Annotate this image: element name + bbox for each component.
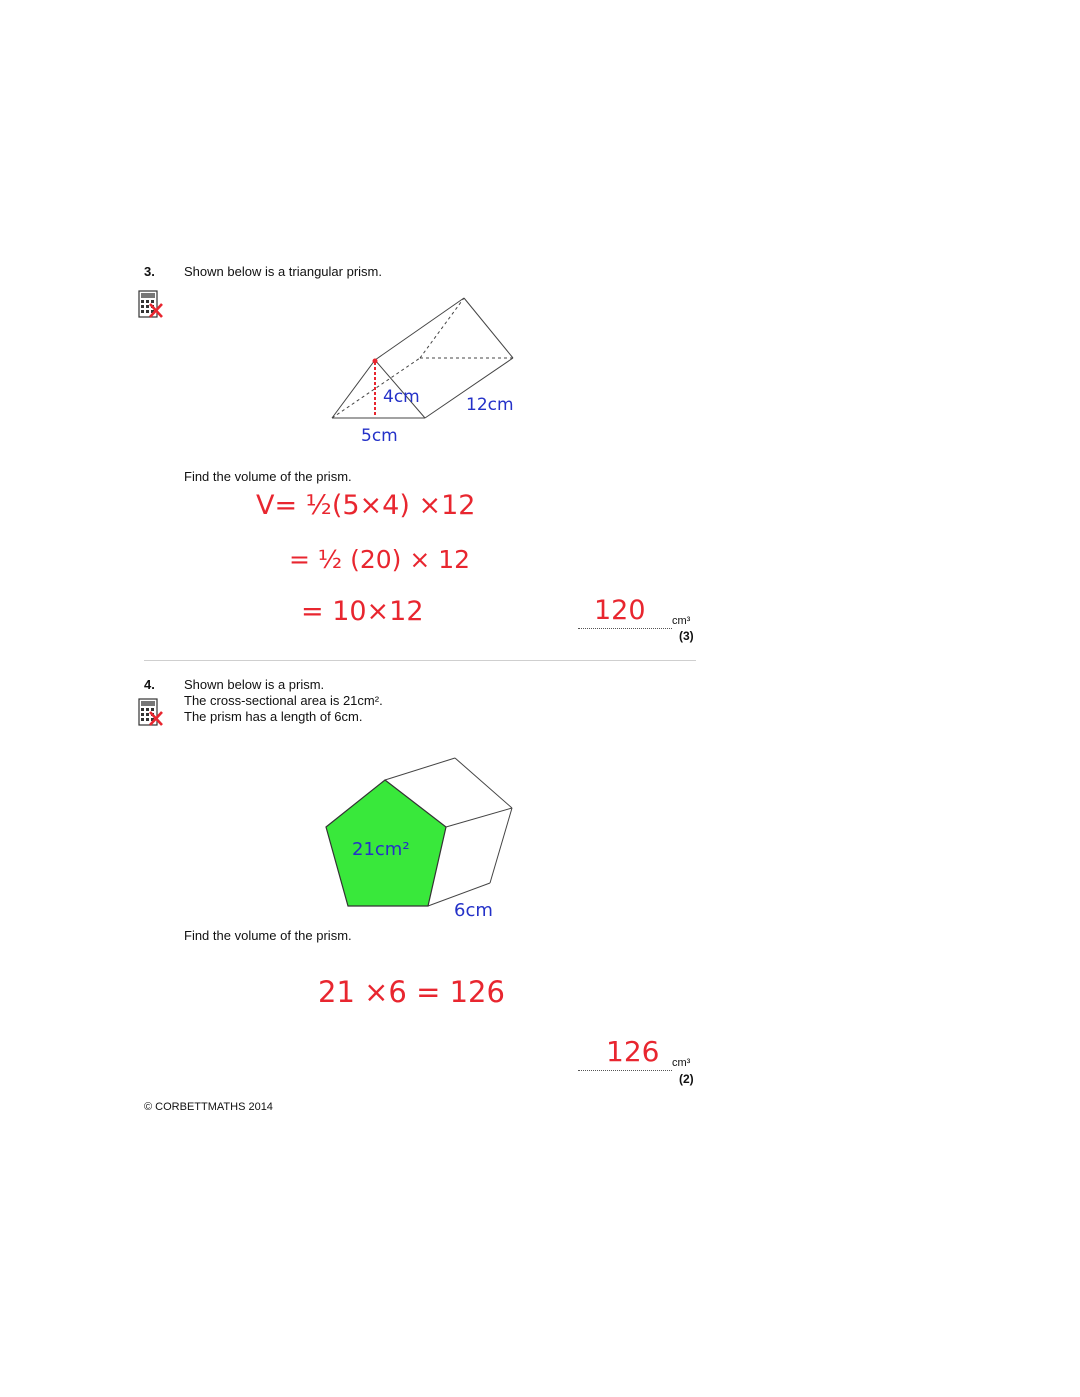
answer-line <box>578 627 672 629</box>
question-3-marks: (3) <box>679 629 694 643</box>
height-label: 4cm <box>383 387 420 407</box>
working-line-2: = ½ (20) × 12 <box>289 545 471 574</box>
working-line-1: V= ½(5×4) ×12 <box>256 490 476 521</box>
calculator-icon <box>138 698 164 728</box>
answer-line <box>578 1069 672 1071</box>
question-3-instruction: Find the volume of the prism. <box>184 469 352 484</box>
question-4-number: 4. <box>144 677 155 692</box>
working-line: 21 ×6 = 126 <box>318 975 505 1009</box>
question-3-answer: 120 <box>594 595 646 626</box>
pentagonal-prism-diagram <box>320 755 520 915</box>
question-3-prompt: Shown below is a triangular prism. <box>184 264 382 279</box>
area-label: 21cm² <box>352 839 410 860</box>
question-4-instruction: Find the volume of the prism. <box>184 928 352 943</box>
question-3-number: 3. <box>144 264 155 279</box>
question-4-prompt-line-3: The prism has a length of 6cm. <box>184 709 363 724</box>
working-line-3: = 10×12 <box>301 596 424 627</box>
question-3-unit: cm³ <box>672 615 691 627</box>
question-4-unit: cm³ <box>672 1057 691 1069</box>
question-divider <box>144 660 696 661</box>
base-label: 5cm <box>361 426 398 446</box>
length-label: 12cm <box>466 395 514 415</box>
prism-length-label: 6cm <box>454 900 493 921</box>
question-4-prompt-line-2: The cross-sectional area is 21cm². <box>184 693 383 708</box>
question-4-marks: (2) <box>679 1072 694 1086</box>
question-4-answer: 126 <box>606 1035 660 1068</box>
copyright-footer: © CORBETTMATHS 2014 <box>144 1101 273 1113</box>
question-4-prompt-line-1: Shown below is a prism. <box>184 677 325 692</box>
calculator-icon <box>138 290 164 320</box>
